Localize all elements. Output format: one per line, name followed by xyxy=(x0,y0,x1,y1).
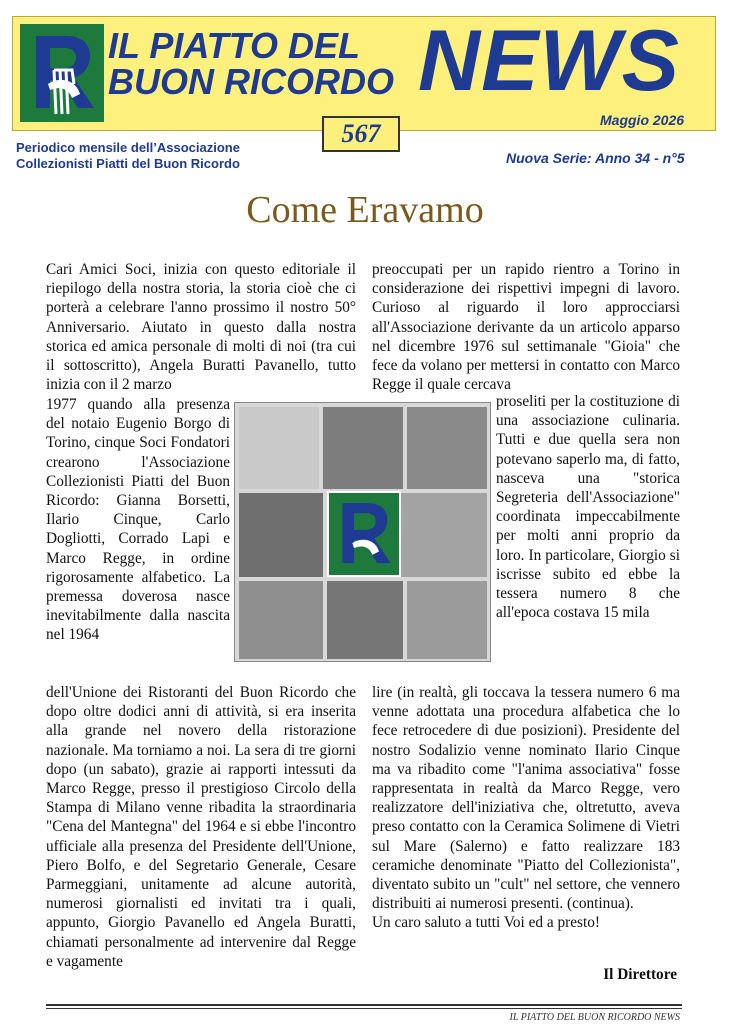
footer-rule-thin xyxy=(46,1008,682,1009)
association-line1: Periodico mensile dell’Associazione xyxy=(16,140,240,155)
article-signature: Il Direttore xyxy=(603,966,677,983)
association-line2: Collezionisti Piatti del Buon Ricordo xyxy=(16,156,240,171)
association-logo xyxy=(20,24,104,122)
issue-date: Maggio 2026 xyxy=(600,112,685,128)
group-photo xyxy=(323,407,403,489)
guests-photo xyxy=(239,581,323,659)
masthead-title-line2: BUON RICORDO xyxy=(108,61,394,102)
collage-logo-icon xyxy=(329,493,399,575)
article-col2-bottom-text: lire (in realtà, gli toccava la tessera numero 6 ma venne adottata una procedura alfabetica che lo fece retrocedere di due posizioni). Presidente del nostro Sodalizio venne nominato Ilario Cinque ma va ribadito come "l'anima associativa" fosse rappresentata in realtà da Marco Regge, vero realizzatore dell'iniziativa che, oltretutto, aveva preso contatto con la Ceramica Solimene di Vietri sul Mare (Salerno) e fatto realizzare 183 ceramiche denominate "Piatto del Collezionista", diventato subito un "cult" nel settore, che vennero distribuiti ai numerosi presenti. (continua). xyxy=(372,684,680,913)
article-closing: Un caro saluto a tutti Voi ed a presto! xyxy=(372,914,600,932)
footer-rule xyxy=(46,1004,682,1006)
article-col1-wrap: 1977 quando alla presenza del notaio Eugenio Borgo di Torino, cinque Soci Fondatori crearono l'Associazione Collezionisti Piatti del Buon Ricordo: Gianna Borsetti, Ilario Cinque, Carlo Dogliotti, Corrado Lapi e Marco Regge, in ordine rigorosamente alfabetico. La premessa doverosa nasce inevitabilmente dalla nascita nel 1964 xyxy=(46,396,230,644)
masthead-title-line1: IL PIATTO DEL xyxy=(108,25,361,66)
article-col2-top: preoccupati per un rapido rientro a Torino in considerazione dei rispettivi impegni di lavoro. Curioso al riguardo il loro approcciarsi all'Associazione derivante da un articolo apparso nel dicembre 1976 sul settimanale "Gioia" che fece da volano per mettersi in contatto con Marco Regge il quale cercava xyxy=(372,261,680,394)
hall-photo xyxy=(401,493,487,577)
banquet-photo xyxy=(407,581,487,659)
photo-collage xyxy=(234,402,491,662)
collage-logo xyxy=(327,491,401,577)
footer-text: IL PIATTO DEL BUON RICORDO NEWS xyxy=(509,1012,680,1023)
article-title: Come Eravamo xyxy=(246,189,484,231)
article-col2-bottom xyxy=(372,683,680,933)
article-col1-bottom: dell'Unione dei Ristoranti del Buon Ricordo che dopo oltre dodici anni di attività, si era inserita alla grande nel novero della ristorazione nazionale. Ma torniamo a noi. La sera di tre giorni dopo (un sabato), grazie ai rapporti intessuti da Marco Regge, presso il prestigioso Circolo della Stampa di Milano venne ribadita la straordinaria "Cena del Mantegna" del 1964 e si ebbe l'incontro ufficiale alla presenza del Presidente dell'Unione, Piero Bolfo, e del Segretario Generale, Cesare Parmeggiani, unitamente ad alcune autorità, numerosi giornalisti ed invitati tra i quali, appunto, Giorgio Pavanello ed Angela Buratti, chiamati personalmente ad intervenire dal Regge e vagamente xyxy=(46,684,356,970)
newspaper-clipping-photo xyxy=(239,407,319,489)
masthead-news-wordmark: NEWS xyxy=(418,13,680,109)
meeting-photo xyxy=(239,493,323,577)
article-col2-wrap: proseliti per la costituzione di una associazione culinaria. Tutti e due quella sera non potevano saperlo ma, di fatto, nasceva una "storica Segreteria dell'Associazione" coordinata impeccabilmente per molti anni proprio da loro. In particolare, Giorgio si iscrisse subito ed ebbe la tessera numero 8 che all'epoca costava 15 mila xyxy=(496,393,680,622)
article-col1-top: Cari Amici Soci, inizia con questo editoriale il riepilogo della nostra storia, la storia cioè che ci porterà a celebrare l'anno prossimo il nostro 50° Anniversario. Aiutato in questo dalla nostra storica ed amica personale di molti di noi (tra cui il sottoscritto), Angela Buratti Pavanello, tutto inizia con il 2 marzo xyxy=(46,261,356,394)
dinner-photo xyxy=(407,407,487,489)
logo-mark-icon xyxy=(20,24,104,122)
series-info: Nuova Serie: Anno 34 - n°5 xyxy=(506,150,685,166)
ceremony-photo xyxy=(327,581,403,659)
issue-number-box: 567 xyxy=(322,116,400,152)
